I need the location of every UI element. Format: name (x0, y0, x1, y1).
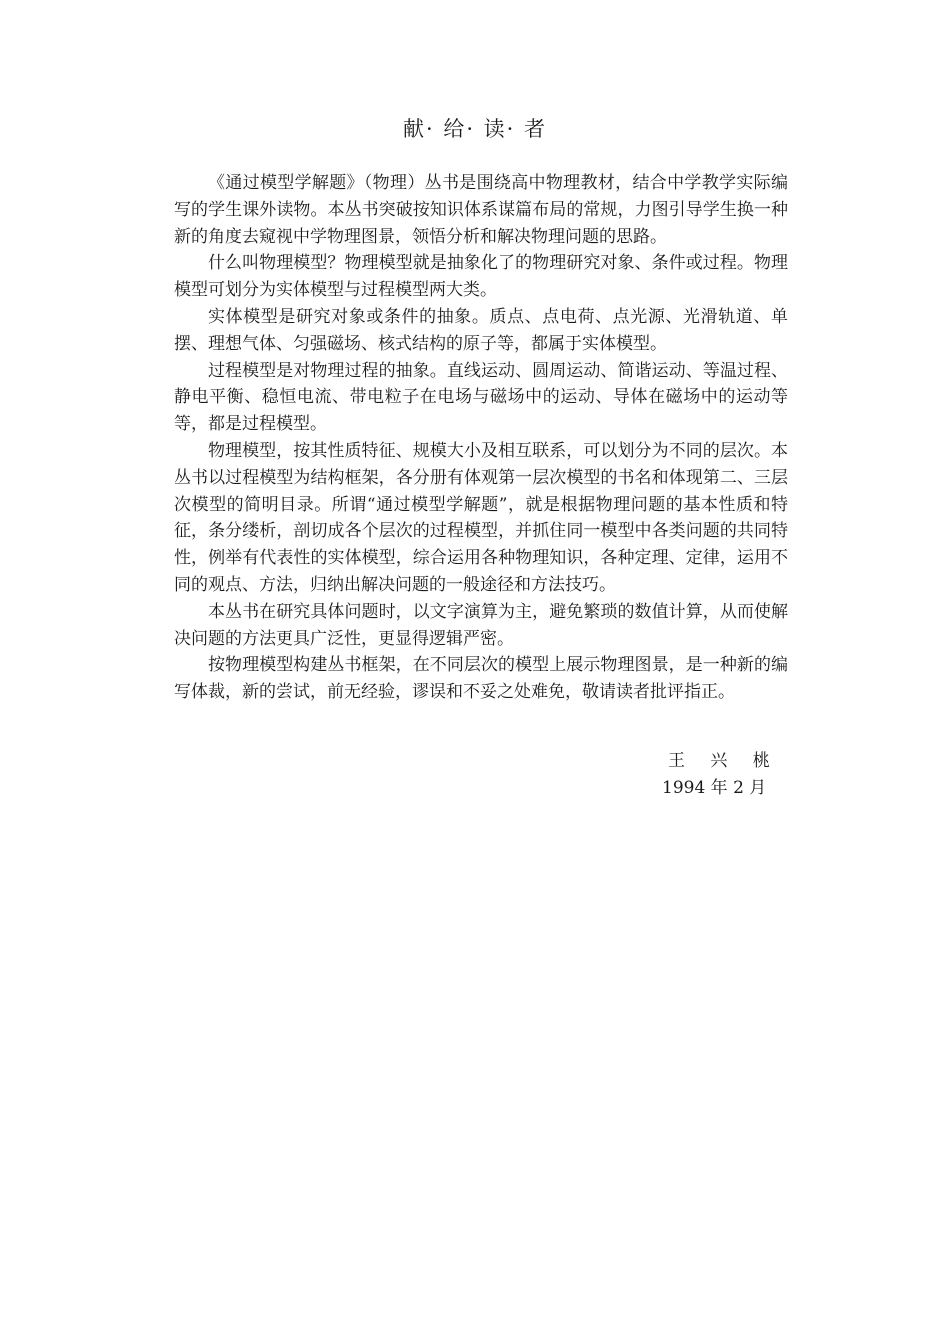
paragraph: 按物理模型构建丛书框架，在不同层次的模型上展示物理图景，是一种新的编写体裁，新的尝试，前无经验，谬误和不妥之处难免，敬请读者批评指正。 (174, 655, 788, 703)
author-name: 王 兴 桃 (668, 751, 780, 771)
paragraph: 过程模型是对物理过程的抽象。直线运动、圆周运动、简谐运动、等温过程、静电平衡、稳恒电流、带电粒子在电场与磁场中的运动、导体在磁场中的运动等等，都是过程模型。 (174, 360, 788, 435)
paragraph: 实体模型是研究对象或条件的抽象。质点、点电荷、点光源、光滑轨道、单摆、理想气体、匀强磁场、核式结构的原子等，都属于实体模型。 (174, 306, 788, 354)
signature-block (662, 748, 812, 802)
paragraph: 什么叫物理模型？物理模型就是抽象化了的物理研究对象、条件或过程。物理模型可划分为实体模型与过程模型两大类。 (174, 253, 788, 301)
signature-date: 1994 年 2 月 (662, 777, 767, 798)
paragraph: 本丛书在研究具体问题时，以文字演算为主，避免繁琐的数值计算，从而使解决问题的方法更具广泛性，更显得逻辑严密。 (174, 601, 788, 649)
paragraph: 物理模型，按其性质特征、规模大小及相互联系，可以划分为不同的层次。本丛书以过程模型为结构框架，各分册有体观第一层次模型的书名和体现第二、三层次模型的简明目录。所谓“通过模型学解题”，就是根据物理问题的基本性质和特征，条分缕析，剖切成各个层次的过程模型，并抓住同一模型中各类问题的共同特性，例举有代表性的实体模型，综合运用各种物理知识，各种定理、定律，运用不同的观点、方法，归纳出解决问题的一般途径和方法技巧。 (174, 440, 788, 595)
paragraph: 《通过模型学解题》（物理）丛书是围绕高中物理教材，结合中学教学实际编写的学生课外读物。本丛书突破按知识体系谋篇布局的常规，力图引导学生换一种新的角度去窥视中学物理图景，领悟分析和解决物理问题的思路。 (174, 173, 788, 247)
preface-body (174, 170, 788, 706)
page-title: 献· 给· 读· 者 (402, 117, 548, 141)
